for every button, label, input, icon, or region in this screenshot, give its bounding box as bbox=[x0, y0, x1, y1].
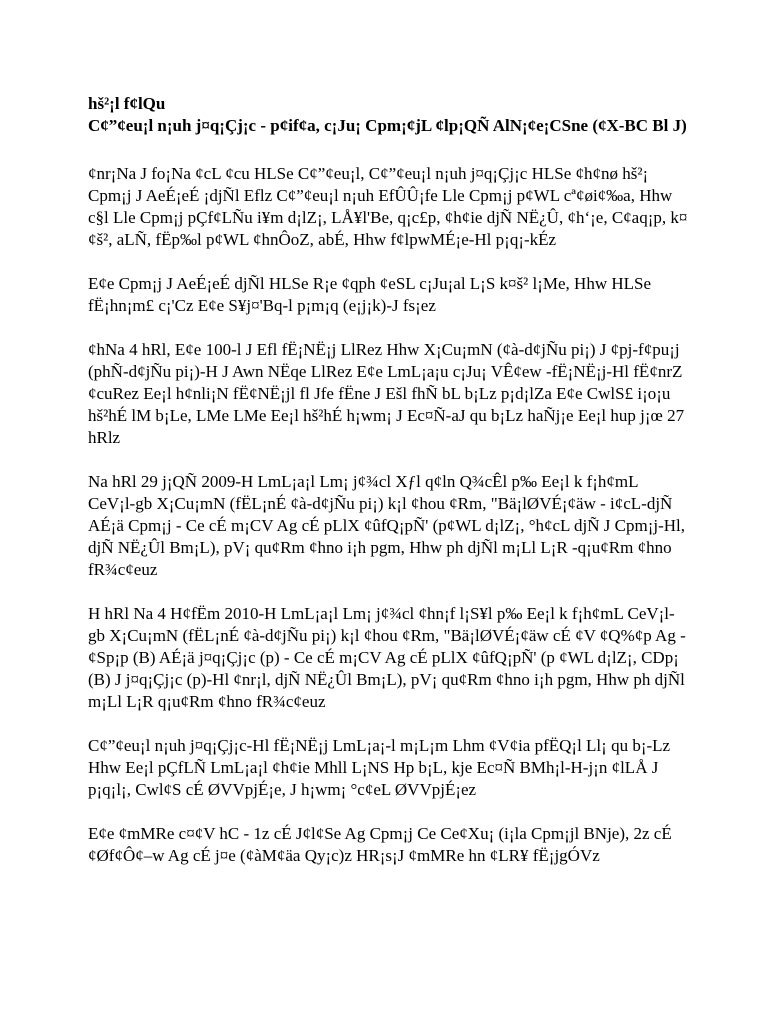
paragraph-2: E¢e Cpm¡j J AeÉ¡eÉ djÑl HLSe R¡e ¢qph ¢eSL c¡Ju¡al L¡S k¤š² l¡Me, Hhw HLSe fË¡hn¡m£ c¡'Cz E¢e S¥j¤'Bq-l p¡m¡q (e¡j¡k)-J fs¡ez bbox=[88, 274, 652, 315]
paragraph-5: H hRl Na 4 H¢fËm 2010-H LmL¡a¡l Lm¡ j¢¾cl ¢hn¡f l¡S¥l p‰ Ee¡l k f¡h¢mL CeV¡l-gb X¡Cu¡mN (fËL¡nÉ ¢à-d¢jÑu pi¡) k¡l ¢hou ¢Rm, "Bä¡lØVÉ¡¢äw cÉ ¢V ¢Q%¢p Ag - ¢Sp¡p (B) AÉ¡ä j¤q¡Çj¡c (p) - Ce cÉ m¡CV Ag cÉ pLlX ¢ûfQ¡pÑ' (p ¢WL d¡lZ¡, CDp¡ (B) J j¤q¡Çj¡c (p)-Hl ¢nr¡l, djÑ NË¿Ûl Bm¡L), pV¡ qu¢Rm ¢hno i¡h pgm, Hhw ph djÑl m¡Ll L¡R q¡u¢Rm ¢hno fR¾c¢euz bbox=[88, 604, 686, 711]
paragraph-6: C¢”¢eu¡l n¡uh j¤q¡Çj¡c-Hl fË¡NË¡j LmL¡a¡-l m¡L¡m Lhm ¢V¢ia pfËQ¡l Ll¡ qu b¡-Lz Hhw Ee¡l pÇfLÑ LmL¡a¡l ¢h¢ie Mhll L¡NS Hp b¡L, kje Ec¤Ñ BMh¡l-H-j¡n ¢lLÅ J p¡q¡l¡, Cwl¢S cÉ ØVVpjÉ¡e, J h¡wm¡ °c¢eL ØVVpjÉ¡ez bbox=[88, 736, 671, 799]
document-page bbox=[88, 93, 688, 889]
paragraph-1: ¢nr¡Na J fo¡Na ¢cL ¢cu HLSe C¢”¢eu¡l, C¢”¢eu¡l n¡uh j¤q¡Çj¡c HLSe ¢h¢nø hš²¡ Cpm¡j J AeÉ¡eÉ ¡djÑl Eflz C¢”¢eu¡l n¡uh EfÛÛ¡fe Lle Cpm¡j p¢WL cª¢øi¢‰a, Hhw c§l Lle Cpm¡j pÇf¢LÑu i¥m d¡lZ¡, LÅ¥l'Be, q¡c£p, ¢h¢ie djÑ NË¿Û, ¢h‘¡e, C¢aq¡p, k¤¢š², aLÑ, fËp‰l p¢WL ¢hnÔoZ, abÉ, Hhw f¢lpwMÉ¡e-Hl p¡q¡-kÉz bbox=[88, 164, 688, 249]
paragraph-7: E¢e ¢mMRe c¤¢V hC - 1z cÉ J¢l¢Se Ag Cpm¡j Ce Ce¢Xu¡ (i¡la Cpm¡jl BNje), 2z cÉ ¢Øf¢Ô¢–w Ag cÉ j¤e (¢àM¢äa Qy¡c)z HR¡s¡J ¢mMRe hn ¢LR¥ fË¡jgÓVz bbox=[88, 824, 672, 865]
paragraph-3: ¢hNa 4 hRl, E¢e 100-l J Efl fË¡NË¡j LlRez Hhw X¡Cu¡mN (¢à-d¢jÑu pi¡) J ¢pj-f¢pu¡j (phÑ-d¢jÑu pi¡)-H J Awn NËqe LlRez E¢e LmL¡a¡u c¡Ju¡ VÊ¢ew -fË¡NË¡j-Hl fË¢nrZ ¢cuRez Ee¡l h¢nli¡N fË¢NË¡jl fl Jfe fËne J Ešl fhÑ bL b¡Lz p¡d¡lZa E¢e CwlS£ i¡o¡u hš²hÉ lM b¡Le, LMe LMe Ee¡l hš²hÉ h¡wm¡ J Ec¤Ñ-aJ qu b¡Lz haÑj¡e Ee¡l hup j¡œ 27 hRlz bbox=[88, 340, 685, 447]
document-heading: hš²¡l f¢lQu bbox=[88, 94, 166, 113]
paragraph-4: Na hRl 29 j¡QÑ 2009-H LmL¡a¡l Lm¡ j¢¾cl Xƒl q¢ln Q¾cÊl p‰ Ee¡l k f¡h¢mL CeV¡l-gb X¡Cu¡mN (fËL¡nÉ ¢à-d¢jÑu pi¡) k¡l ¢hou ¢Rm, "Bä¡lØVÉ¡¢äw - i¢cL-djÑ AÉ¡ä Cpm¡j - Ce cÉ m¡CV Ag cÉ pLlX ¢ûfQ¡pÑ' (p¢WL d¡lZ¡, °h¢cL djÑ J Cpm¡j-Hl, djÑ NË¿Ûl Bm¡L), pV¡ qu¢Rm ¢hno i¡h pgm, Hhw ph djÑl m¡Ll L¡R -q¡u¢Rm ¢hno fR¾c¢euz bbox=[88, 472, 686, 579]
document-subheading: C¢”¢eu¡l n¡uh j¤q¡Çj¡c - p¢if¢a, c¡Ju¡ Cpm¡¢jL ¢lp¡QÑ AlN¡¢e¡CSne (¢X-BC Bl J) bbox=[88, 116, 687, 135]
